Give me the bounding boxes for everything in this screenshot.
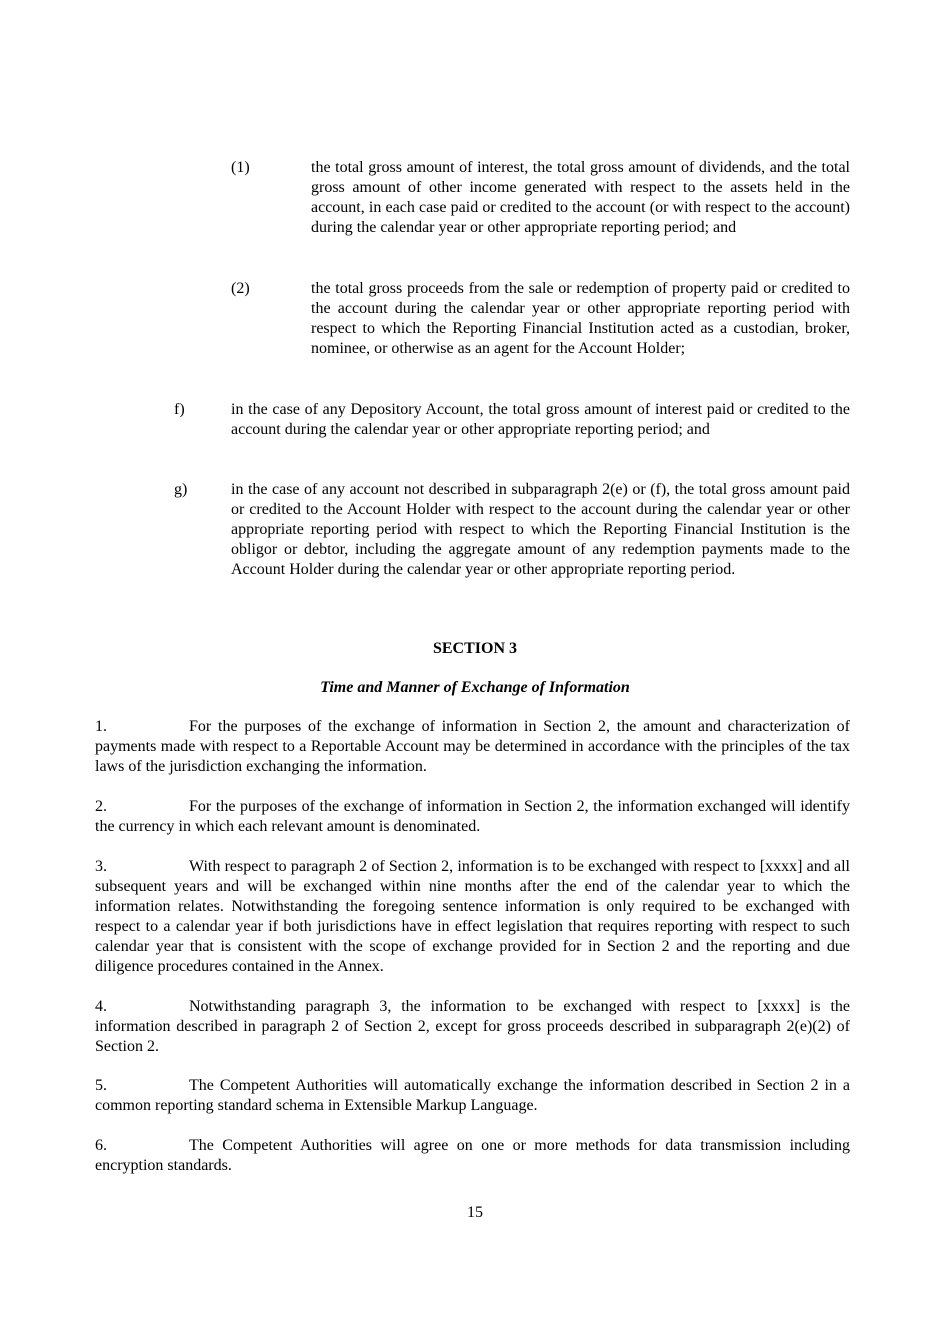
- sub-item-label: (2): [231, 280, 250, 297]
- paragraph-text: With respect to paragraph 2 of Section 2, information is to be exchanged with respect to [xxxx] and all subsequent years and will be exchanged within nine months after the end of the calendar year to which the information relates. Notwithstanding the foregoing sentence information is only required to be exchanged with respect to a calendar year if both jurisdictions have in effect legislation that requires reporting with respect to such calendar year that is consistent with the scope of exchange provided for in Section 2 and the reporting and due diligence procedures contained in the Annex.: [95, 858, 850, 975]
- paragraph-text: The Competent Authorities will agree on one or more methods for data transmission including encryption standards.: [95, 1137, 850, 1174]
- sub-item-text: the total gross proceeds from the sale or redemption of property paid or credited to the account during the calendar year or other appropriate reporting period with respect to which the Reporting Financial Institution acted as a custodian, broker, nominee, or otherwise as an agent for the Account Holder;: [311, 280, 850, 357]
- paragraph-text: Notwithstanding paragraph 3, the information to be exchanged with respect to [xxxx] is the information described in paragraph 2 of Section 2, except for gross proceeds described in subparagraph 2(e)(2) of Section 2.: [95, 998, 850, 1055]
- paragraph-number: 5.: [95, 1077, 107, 1094]
- paragraph-text: The Competent Authorities will automatically exchange the information described in Section 2 in a common reporting standard schema in Extensible Markup Language.: [95, 1077, 850, 1114]
- section-subtitle: Time and Manner of Exchange of Information: [320, 679, 630, 696]
- sub-item-label: (1): [231, 159, 250, 176]
- sub-item-text: the total gross amount of interest, the total gross amount of dividends, and the total gross amount of other income generated with respect to the assets held in the account, in each case paid or credited to the account (or with respect to the account) during the calendar year or other appropriate reporting period; and: [311, 159, 850, 236]
- paragraph-number: 6.: [95, 1137, 107, 1154]
- paragraph-text: For the purposes of the exchange of information in Section 2, the information exchanged will identify the currency in which each relevant amount is denominated.: [95, 798, 850, 835]
- lettered-item-label: f): [174, 401, 185, 418]
- lettered-item-label: g): [174, 481, 188, 498]
- paragraph-number: 2.: [95, 798, 107, 815]
- lettered-item-text: in the case of any Depository Account, the total gross amount of interest paid or credited to the account during the calendar year or other appropriate reporting period; and: [231, 401, 850, 438]
- paragraph-number: 4.: [95, 998, 107, 1015]
- page-number: 15: [467, 1204, 483, 1221]
- paragraph-number: 1.: [95, 718, 107, 735]
- section-title: SECTION 3: [432, 640, 518, 657]
- lettered-item-text: in the case of any account not described in subparagraph 2(e) or (f), the total gross amount paid or credited to the Account Holder with respect to the account during the calendar year or other appropriate reporting period with respect to which the Reporting Financial Institution is the obligor or debtor, including the aggregate amount of any redemption payments made to the Account Holder during the calendar year or other appropriate reporting period.: [231, 481, 850, 578]
- paragraph-number: 3.: [95, 858, 107, 875]
- paragraph-text: For the purposes of the exchange of information in Section 2, the amount and characterization of payments made with respect to a Reportable Account may be determined in accordance with the principles of the tax laws of the jurisdiction exchanging the information.: [95, 718, 850, 775]
